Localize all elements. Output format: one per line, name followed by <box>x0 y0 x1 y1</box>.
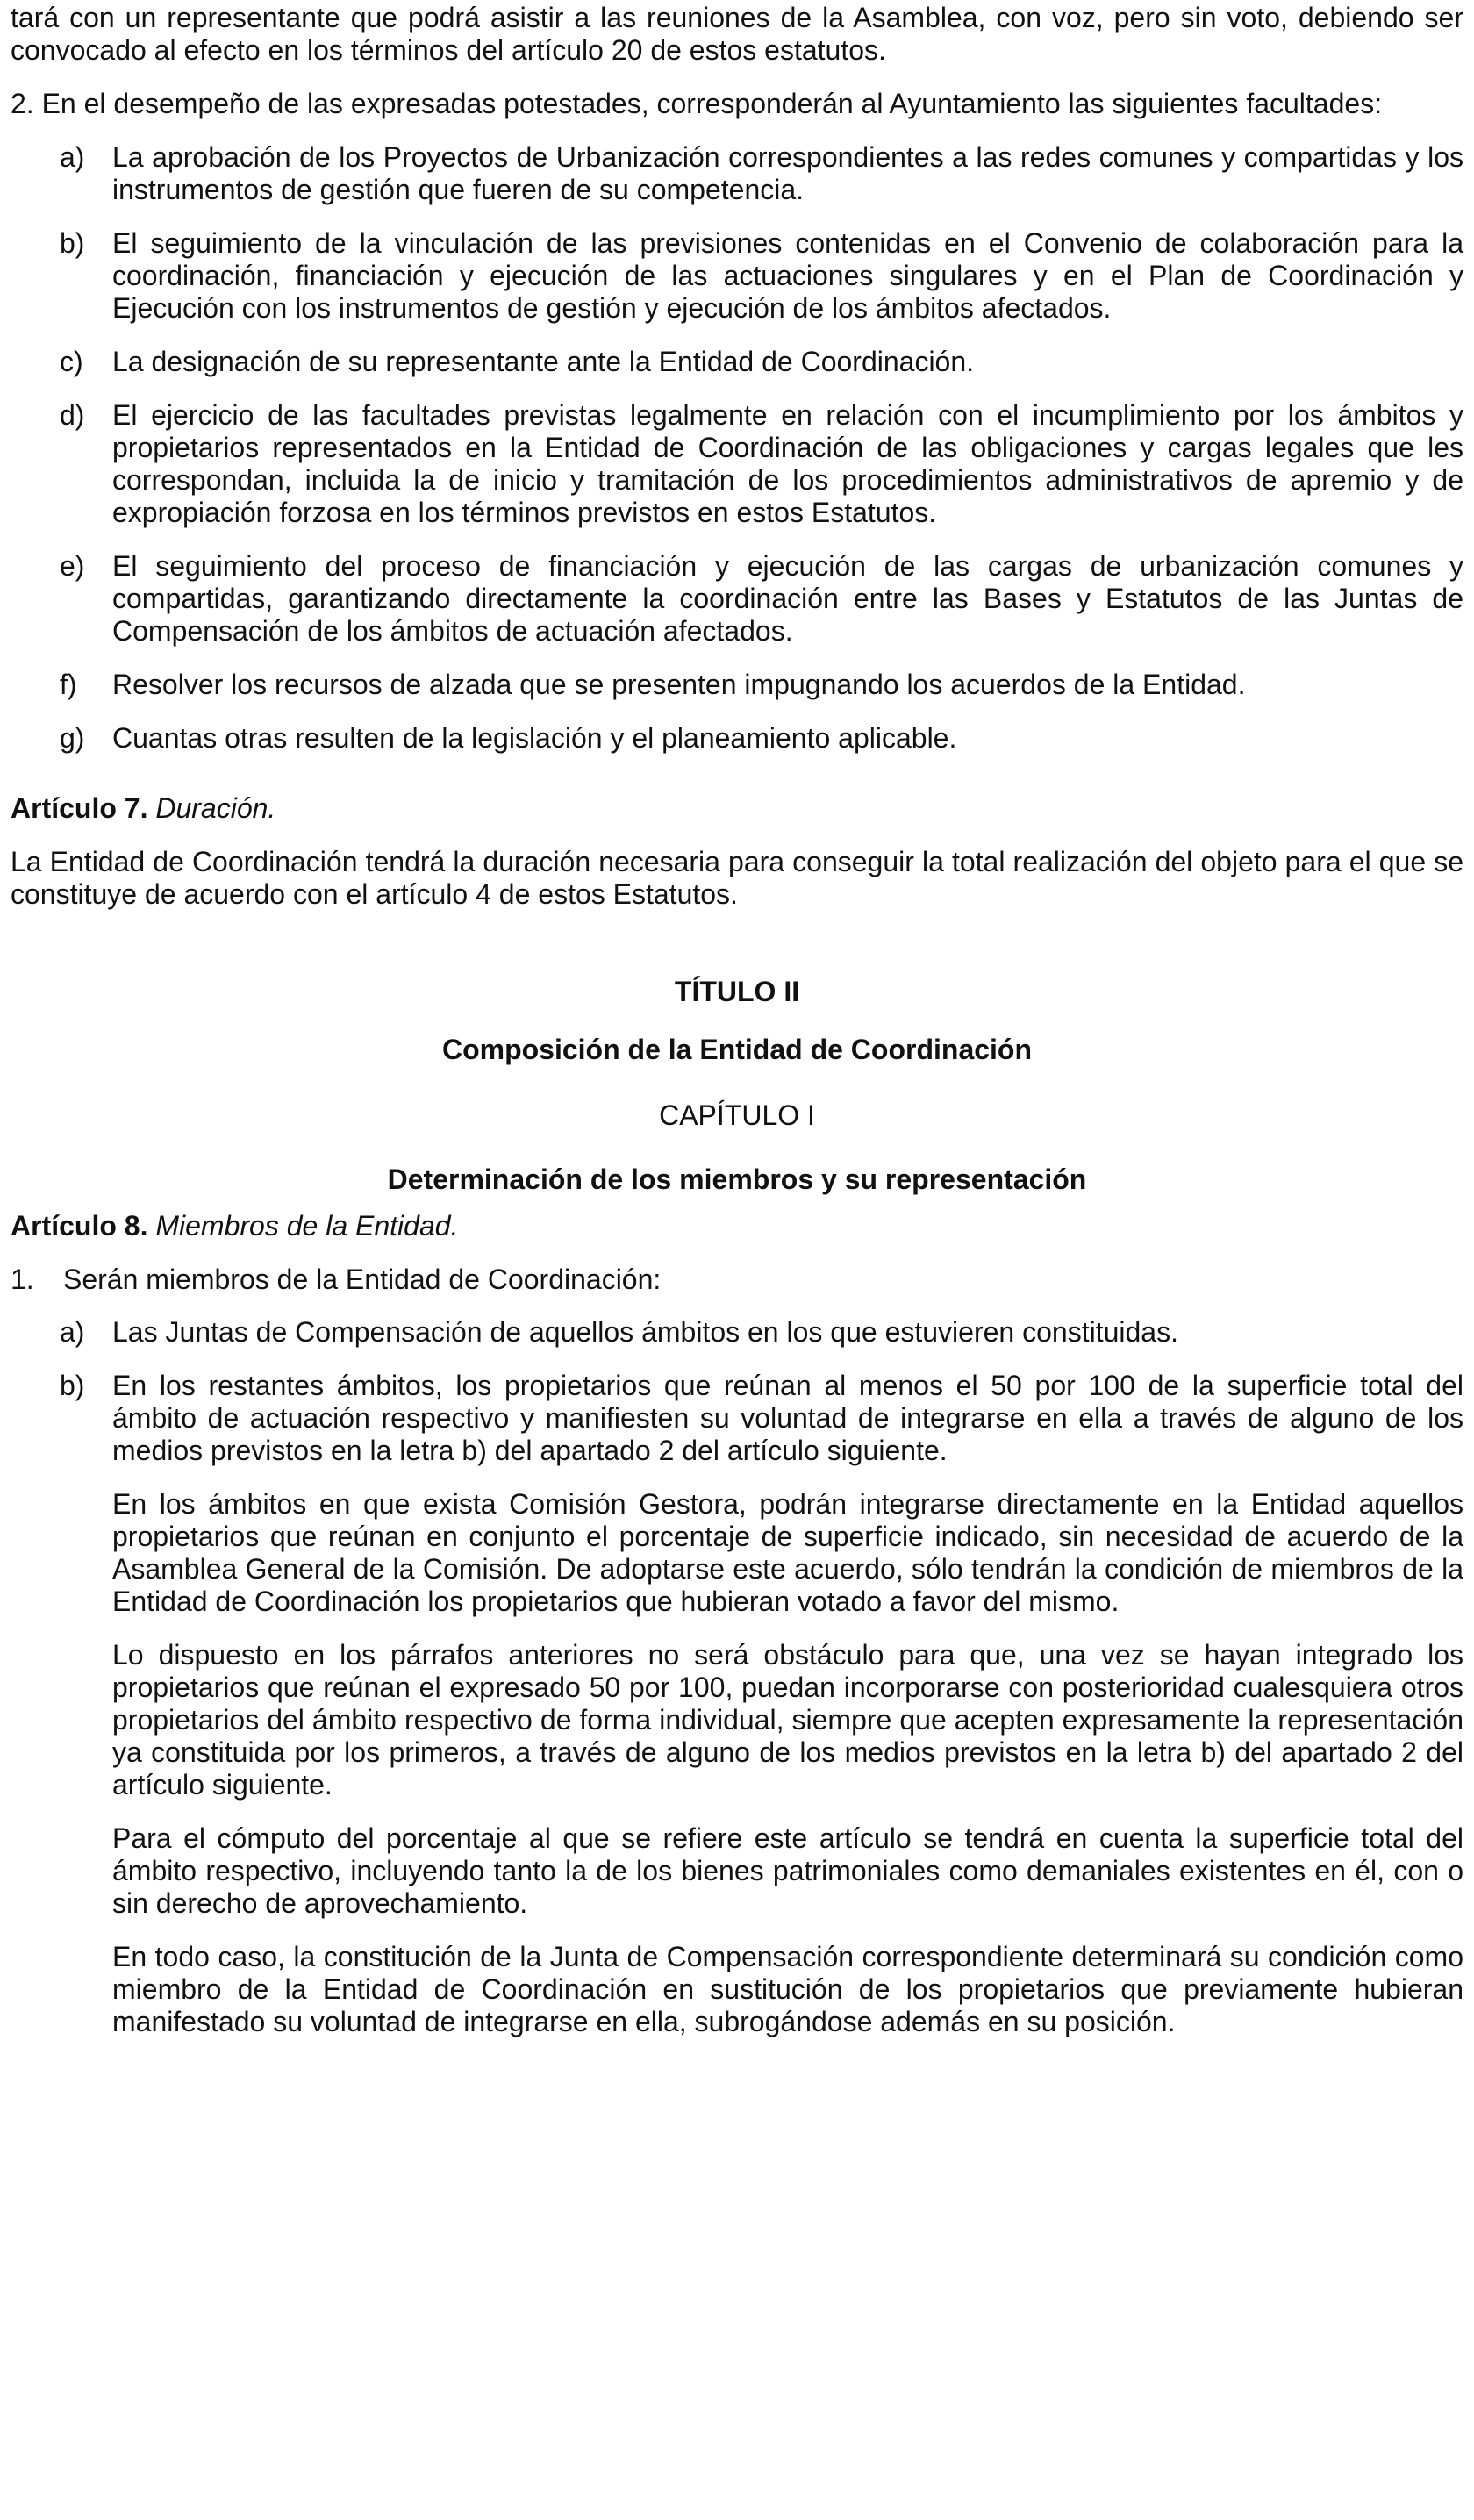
member-subparagraph: En los ámbitos en que exista Comisión Gestora, podrán integrarse directamente en la Entidad aquellos propietarios que reúnan en conjunto el porcentaje de superficie indicado, sin necesidad de acuerdo de la Asamblea General de la Comisión. De adoptarse este acuerdo, sólo tendrán la condición de miembros de la Entidad de Coordinación los propietarios que hubieran votado a favor del mismo. <box>112 1488 1463 1617</box>
title-subheading: Composición de la Entidad de Coordinación <box>441 1034 1033 1065</box>
facultad-item-label: b) <box>60 227 85 259</box>
title-heading: TÍTULO II <box>674 976 800 1007</box>
document-page <box>11 0 1463 2038</box>
facultad-item <box>11 550 1463 648</box>
facultad-item <box>11 227 1463 325</box>
facultad-item-label: a) <box>60 141 85 173</box>
member-subparagraph: Para el cómputo del porcentaje al que se refiere este artículo se tendrá en cuenta la superficie total del ámbito respectivo, incluyendo tanto la de los bienes patrimoniales como demaniales existentes en él, con o sin derecho de aprovechamiento. <box>112 1822 1463 1919</box>
article-7-body: La Entidad de Coordinación tendrá la duración necesaria para conseguir la total realización del objeto para el que se constituye de acuerdo con el artículo 4 de estos Estatutos. <box>11 846 1463 910</box>
article-8-label: Artículo 8. <box>11 1210 148 1242</box>
facultad-item-text: El ejercicio de las facultades previstas legalmente en relación con el incumplimiento por los ámbitos y propietarios representados en la Entidad de Coordinación de las obligaciones y cargas legales que les correspondan, incluida la de inicio y tramitación de los procedimientos administrativos de apremio y de expropiación forzosa en los términos previstos en estos Estatutos. <box>112 399 1463 528</box>
continuation-paragraph: tará con un representante que podrá asistir a las reuniones de la Asamblea, con voz, pero sin voto, debiendo ser convocado al efecto en los términos del artículo 20 de estos estatutos. <box>11 2 1463 66</box>
facultad-item <box>11 669 1463 701</box>
member-item <box>11 1316 1463 1349</box>
article-8-heading <box>11 1210 1463 1242</box>
facultad-item-label: f) <box>60 669 77 700</box>
member-subparagraph: En todo caso, la constitución de la Junta de Compensación correspondiente determinará su condición como miembro de la Entidad de Coordinación en sustitución de los propietarios que previamente hubieran manifestado su voluntad de integrarse en ella, subrogándose además en su posición. <box>112 1941 1463 2037</box>
member-item <box>11 1370 1463 1467</box>
facultad-item-text: El seguimiento de la vinculación de las previsiones contenidas en el Convenio de colaboración para la coordinación, financiación y ejecución de las actuaciones singulares y en el Plan de Coordinación y Ejecución con los instrumentos de gestión y ejecución de los ámbitos afectados. <box>112 227 1463 324</box>
member-item-label: b) <box>60 1370 85 1401</box>
facultad-item <box>11 346 1463 378</box>
point-2-paragraph: 2. En el desempeño de las expresadas potestades, corresponderán al Ayuntamiento las siguientes facultades: <box>11 88 1383 119</box>
facultad-item-text: La aprobación de los Proyectos de Urbanización correspondientes a las redes comunes y compartidas y los instrumentos de gestión que fueren de su competencia. <box>112 141 1463 205</box>
facultad-item-text: Cuantas otras resulten de la legislación y el planeamiento aplicable. <box>112 722 957 754</box>
article-7-title: Duración. <box>155 792 276 824</box>
article-7-label: Artículo 7. <box>11 792 148 824</box>
facultad-item-text: El seguimiento del proceso de financiación y ejecución de las cargas de urbanización comunes y compartidas, garantizando directamente la coordinación entre las Bases y Estatutos de las Juntas de Compensación de los ámbitos de actuación afectados. <box>112 550 1463 647</box>
facultad-item <box>11 722 1463 755</box>
member-subparagraph: Lo dispuesto en los párrafos anteriores no será obstáculo para que, una vez se hayan integrado los propietarios que reúnan el expresado 50 por 100, puedan incorporarse con posterioridad cualesquiera otros propietarios del ámbito respectivo de forma individual, siempre que acepten expresamente la representación ya constituida por los primeros, a través de alguno de los medios previstos en la letra b) del apartado 2 del artículo siguiente. <box>112 1639 1463 1801</box>
facultad-item-text: La designación de su representante ante la Entidad de Coordinación. <box>112 346 975 377</box>
point-1-label: 1. <box>11 1264 34 1295</box>
member-item-text: Las Juntas de Compensación de aquellos ámbitos en los que estuvieren constituidas. <box>112 1316 1178 1348</box>
chapter-subheading: Determinación de los miembros y su representación <box>387 1163 1087 1195</box>
facultad-item-label: g) <box>60 722 85 754</box>
facultad-item-text: Resolver los recursos de alzada que se presenten impugnando los acuerdos de la Entidad. <box>112 669 1246 700</box>
facultad-item-label: d) <box>60 399 85 431</box>
chapter-heading: CAPÍTULO I <box>659 1099 815 1131</box>
facultad-item <box>11 141 1463 206</box>
member-item-text: En los restantes ámbitos, los propietarios que reúnan al menos el 50 por 100 de la superficie total del ámbito de actuación respectivo y manifiesten su voluntad de integrarse en ella a través de alguno de los medios previstos en la letra b) del apartado 2 del artículo siguiente. <box>112 1370 1463 1466</box>
facultad-item <box>11 399 1463 529</box>
article-7-heading <box>11 792 1463 825</box>
article-8-point-1 <box>11 1264 1463 1296</box>
article-8-title: Miembros de la Entidad. <box>155 1210 459 1242</box>
facultad-item-label: e) <box>60 550 85 582</box>
facultad-item-label: c) <box>60 346 83 377</box>
member-item-label: a) <box>60 1316 85 1348</box>
point-1-text: Serán miembros de la Entidad de Coordinación: <box>63 1264 662 1295</box>
